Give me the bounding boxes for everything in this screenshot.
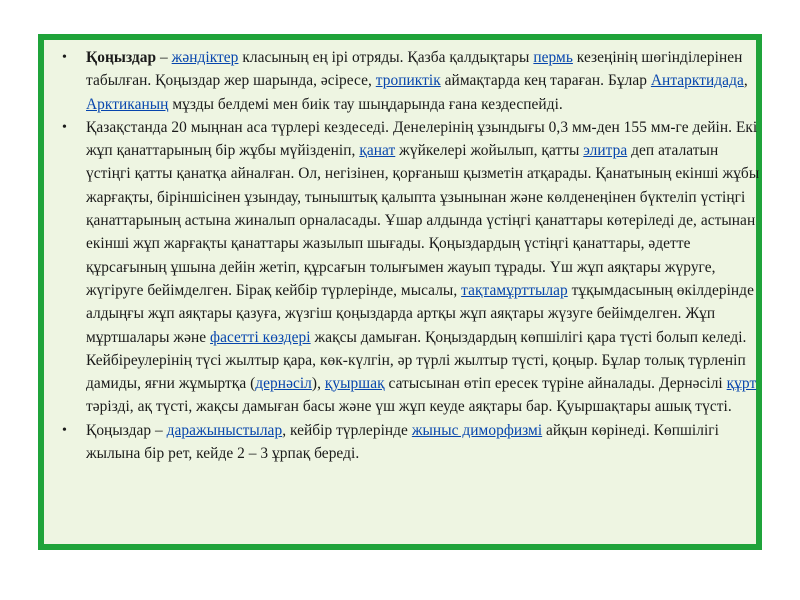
text-segment: жақсы дамыған. Қоңыздардың көпшілігі қара түсті болып келеді. Кейбіреулерінің түсі жылтыр қара, көк-күлгін, әр түрлі жылтыр түсті, қоңыр. Бұлар толық түрленіп дамиды, яғни жұмыртқа ( <box>86 328 747 393</box>
bullet-icon: • <box>62 119 67 135</box>
text-segment: деп аталатын үстіңгі қатты қанатқа айналған. Ол, негізінен, қорғаныш қызметін атқарады. Қанатының екінші жұбы жарғақты, біріншісінен ұзындау, тыныштық қалыпта ұзынынан және көлденеңінен бүктеліп үстіңгі қанаттарының астына жиналып орналасады. Ұшар алдында үстіңгі қанаттары көтеріледі де, астынан екінші жұп жарғақты қанаттары жазылып шығады. Қоңыздардың үстіңгі қанаттары, әдетте құрсағының ұшына дейін жетіп, құрсағын толығымен жауып тұрады. Үш жұп аяқтары жүруге, жүгіруге бейімделген. Бірақ кейбір түрлерінде, мысалы, <box>86 142 760 299</box>
link-qanat[interactable]: қанат <box>359 142 396 160</box>
text-segment: Қоңыздар – <box>86 421 167 439</box>
link-darazhynystylar[interactable]: даражыныстылар <box>166 421 283 439</box>
link-fasetti-kozderi[interactable]: фасетті көздері <box>210 328 311 346</box>
text-segment: сатысынан өтіп ересек түріне айналады. Дернәсілі <box>384 375 727 393</box>
link-perm[interactable]: пермь <box>533 49 573 66</box>
text-segment: кезеңінің шөгінділерінен табылған. Қоңыздар жер шарында, әсіресе, <box>86 49 743 90</box>
link-tropiktik[interactable]: тропиктік <box>375 72 441 90</box>
link-quyrshaq[interactable]: қуыршақ <box>324 375 385 393</box>
text-segment: жүйкелері жойылып, қатты <box>395 142 584 160</box>
text-segment: аймақтарда кең тараған. Бұлар <box>440 72 651 90</box>
link-zhandikter[interactable]: жәндіктер <box>171 49 239 66</box>
text-segment: мұзды белдемі мен биік тау шыңдарында ғана кездеспейді. <box>168 95 563 113</box>
paragraph-2 <box>62 116 760 419</box>
paragraph-3 <box>62 419 760 466</box>
bullet-icon: • <box>62 422 67 438</box>
link-dernasil[interactable]: дернәсіл <box>255 375 312 393</box>
link-zhynys-dimorfizmi[interactable]: жыныс диморфизмі <box>411 421 543 439</box>
slide-frame <box>38 34 762 550</box>
bullet-icon: • <box>62 50 67 65</box>
bullet-list <box>62 46 760 465</box>
text-segment: тұқымдасының өкілдерінде алдыңғы жұп аяқтары қазуға, жүзгіш қоңыздарда артқы жұп аяқтары жүзуге бейімделген. Жұп мұртшалары және <box>86 281 754 346</box>
text-segment: ), <box>311 375 325 393</box>
link-qurt[interactable]: құрт <box>726 375 757 393</box>
text-segment: Қазақстанда 20 мыңнан аса түрлері кездеседі. Денелерінің ұзындығы 0,3 мм-ден 155 мм-ге дейін. Екі жұп қанаттарының бір жұбы мүйізденіп, <box>86 118 758 160</box>
link-arktika[interactable]: Арктиканың <box>86 95 169 113</box>
link-antarktida[interactable]: Антарктидада <box>650 72 744 90</box>
text-segment: – <box>156 49 172 66</box>
text-segment: айқын көрінеді. Көпшілігі жылына бір рет, кейде 2 – 3 ұрпақ береді. <box>86 421 719 463</box>
text-segment: , кейбір түрлерінде <box>282 421 412 439</box>
paragraph-1 <box>62 46 760 116</box>
text-segment: класының ең ірі отряды. Қазба қалдықтары <box>238 49 534 66</box>
link-taqtamurttylar[interactable]: тақтамұрттылар <box>461 281 568 299</box>
link-elitra[interactable]: элитра <box>583 142 628 160</box>
text-segment: тәрізді, ақ түсті, жақсы дамыған басы және үш жұп кеуде аяқтары бар. Қуыршақтары ашық түсті. <box>86 398 732 416</box>
term-koŋyzdar: Қоңыздар <box>86 49 157 66</box>
text-segment: , <box>743 72 748 90</box>
